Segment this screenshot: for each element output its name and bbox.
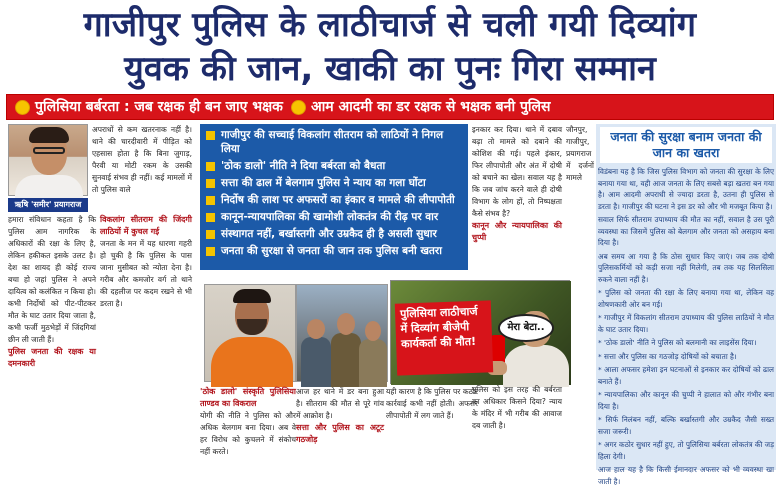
highlights-box: [200, 124, 468, 270]
highlight-item: 'ठोक डालो' नीति ने दिया बर्बरता को बैधता: [206, 159, 462, 173]
highlight-item: गाजीपुर की सच्चाई विकलांग सीतराम को लाठियों ने निगल लिया: [206, 128, 462, 156]
bullet-square-icon: [206, 230, 215, 239]
sidebar-paragraph: आज हाल यह है कि किसी ईमानदार अफसर को भी व्यवस्था खा जाती है।: [598, 465, 774, 486]
subheading-police-protector: पुलिस जनता की रक्षक या दमनकारी: [8, 347, 96, 368]
photo-caption-block: [200, 386, 296, 470]
photo-caption-body: योगी की नीति ने पुलिस को और अधिक बेलगाम बना दिया। अब वे हर विरोध को कुचलने में संकोच नहीं करते।: [200, 411, 296, 456]
sidebar-paragraph: * न्यायपालिका और कानून की चुप्पी ने हालात को और गंभीर बना दिया है।: [598, 390, 774, 411]
yellow-dot-icon: [15, 100, 30, 115]
sidebar-paragraph: * अगर कठोर सुधार नहीं हुए, तो पुलिसिया बर्बरता लोकतंत्र की जड़ हिला देगी।: [598, 440, 774, 461]
sidebar-paragraph: * सत्ता और पुलिस का गठजोड़ दोषियों को बचाता है।: [598, 351, 737, 361]
subheading-nexus: सत्ता और पुलिस का अटूट गठजोड़: [296, 423, 384, 444]
sidebar-paragraph: * गाजीपुर में विकलांग सीतराम उपाध्याय की पुलिस लाठियों ने मौत के घाट उतार दिया।: [598, 313, 774, 334]
sidebar-paragraph: * आला अफसर हमेशा इन घटनाओं से इनकार कर दोषियों को ढाल बनाते हैं।: [598, 365, 774, 386]
highlight-item: निर्दोष की लाश पर अफसरों का इंकार व मामले की लीपापोती: [206, 193, 462, 207]
article-column-1b: [8, 214, 96, 470]
article-column-4: [472, 124, 562, 280]
column-3a-text: आज हर थाने में डर बना हुआ है। सीतराम की मौत से पूरे गांव में आक्रोश है।: [296, 387, 384, 420]
author-photo: [8, 124, 88, 196]
highlights-list: [200, 124, 468, 265]
sidebar-paragraph: अब समय आ गया है कि ठोस सुधार किए जाएं। जब तक दोषी पुलिसकर्मियों को कड़ी सजा नहीं मिलेगी, तब तक यह सिलसिला रुकने वाला नहीं है।: [598, 251, 774, 284]
yellow-dot-icon: [291, 100, 306, 115]
article-column-1a: अपराधों से कम खतरनाक नहीं है। थाने की चारदीवारी में पीड़ित को एहसास होता है कि बिना जुगाड़, पैरवी या मोटी रकम के उसकी सुनवाई संभव ही नहीं। कई मामलों में तो पुलिस वाले: [92, 125, 192, 194]
article-column-3b: यही कारण है कि पुलिस पर कठोर कार्रवाई कभी नहीं होती। अफसर लीपापोती में लग जाते हैं।: [386, 387, 478, 420]
sidebar-body: [598, 166, 774, 486]
subheadline-banner: [6, 94, 774, 120]
article-column-4b: पुलिस को इस तरह की बर्बरता का अधिकार किसने दिया? न्याय के मंदिर में भी गरीब की आवाज दब जाती है।: [472, 385, 562, 430]
highlight-item: जनता की सुरक्षा से जनता की जान तक पुलिस बनी खतरा: [206, 244, 462, 258]
headline-stamp: पुलिसिया लाठीचार्ज में दिव्यांग बीजेपी कार्यकर्ता की मौत!: [395, 300, 493, 375]
sidebar-title: जनता की सुरक्षा बनाम जनता की जान का खतरा: [600, 127, 772, 163]
banner-left-text: पुलिसिया बर्बरता : जब रक्षक ही बन जाए भक्षक: [35, 99, 283, 115]
headline-line-2: युवक की जान, खाकी का पुनः गिरा सम्मान: [124, 49, 656, 89]
column-1b-text: हमारा संविधान कहता है कि पुलिस आम नागरिक के अधिकारों की रक्षा के लिए है, लेकिन हकीकत इसके उलट है। देश का शायद ही कोई राज्य बचा हो जहां पुलिस ने अपने दायित्व को कलंकित न किया हो। कभी निर्दोषों को पीट-पीटकर मौत के घाट उतार दिया जाता है, कभी फर्जी मुठभेड़ों में जिंदगियां छीन ली जाती हैं।: [8, 215, 96, 344]
sidebar-paragraph: * 'ठोक डालो' नीति ने पुलिस को बलमानी का लाइसेंस दिया।: [598, 338, 757, 347]
author-byline: ऋषि 'समीर' प्रयागराज: [8, 198, 88, 212]
bullet-square-icon: [206, 131, 215, 140]
police-crowd-photo: [296, 284, 388, 382]
column-1c-text: जनता के मन में यह धारणा गहरी हो चुकी है कि पुलिस के पास जाना मुसीबत को न्योता देना है। गरीब और कमजोर वर्ग तो थाने की दहलीज पर कदम रखने से भी डरता है।: [100, 239, 192, 308]
article-column-1c: [100, 214, 192, 470]
bullet-square-icon: [206, 162, 215, 171]
photo-caption-heading: 'ठोक डालो' संस्कृति पुलिसिया ताण्डव का विकराल: [200, 387, 296, 408]
bullet-square-icon: [206, 179, 215, 188]
column-4-text: इनकार कर दिया। थाने में दबाव बढ़ा तो मामले को दबाने की कोशिश की गई। पहले इंकार, फिर लीपापोती और अंत में दोषी को बचाने का खेल। सवाल यह है कि जब जांच करने वाले ही दोषी विभाग के लोग हों, तो निष्पक्षता कैसे संभव है?: [472, 125, 562, 218]
bullet-square-icon: [206, 247, 215, 256]
victim-photo: [204, 284, 296, 382]
highlight-item: कानून-न्यायपालिका की खामोशी लोकतंत्र की रीढ़ पर वार: [206, 210, 462, 224]
subheading-sitaram: विकलांग सीतराम की जिंदगी लाठियों में कुचल गई: [100, 215, 192, 236]
banner-right-text: आम आदमी का डर रक्षक से भक्षक बनी पुलिस: [310, 99, 551, 115]
highlight-item: सत्ता की ढाल में बेलगाम पुलिस ने न्याय का गला घोंटा: [206, 176, 462, 190]
headline: [0, 0, 780, 92]
bullet-square-icon: [206, 196, 215, 205]
banner-left: [7, 94, 283, 120]
sidebar-paragraph: विडंबना यह है कि जिस पुलिस विभाग को जनता की सुरक्षा के लिए बनाया गया था, वही आज जनता के लिए सबसे बड़ा खतरा बन गया है। आम आदमी अपराधी से ज्यादा डरता है, उतना ही पुलिस से डरता है। गाजीपुर की घटना ने इस डर को और भी मजबूत किया है।: [598, 167, 774, 211]
bullet-square-icon: [206, 213, 215, 222]
headline-line-1: गाजीपुर पुलिस के लाठीचार्ज से चली गयी दिव्यांग: [83, 5, 697, 45]
article-column-5: जौनपुर, गाजीपुर, प्रयागराज में दर्जनों मामले: [566, 125, 594, 182]
article-column-3a: [296, 386, 384, 470]
sidebar-paragraph: सवाल सिर्फ सीतराम उपाध्याय की मौत का नहीं, सवाल है उस पूरी व्यवस्था का जिसमें पुलिस को बेलगाम और जनता को असहाय बना दिया है।: [598, 215, 774, 247]
sidebar-paragraph: * पुलिस को जनता की रक्षा के लिए बनाया गया था, लेकिन वह शोषणकारी ओर बन गई।: [598, 288, 774, 309]
highlight-item: संस्थागत नहीं, बर्खास्तगी और उम्रकैद ही है असली सुधार: [206, 227, 462, 241]
banner-right: [283, 94, 551, 120]
subheading-law-silence: कानून और न्यायपालिका की चुप्पी: [472, 221, 562, 242]
speech-bubble: मेरा बेटा..: [498, 314, 554, 342]
sidebar-paragraph: * सिर्फ निलंबन नहीं, बल्कि बर्खास्तगी और उम्रकैद जैसी सख्त सजा जरूरी।: [598, 415, 774, 436]
